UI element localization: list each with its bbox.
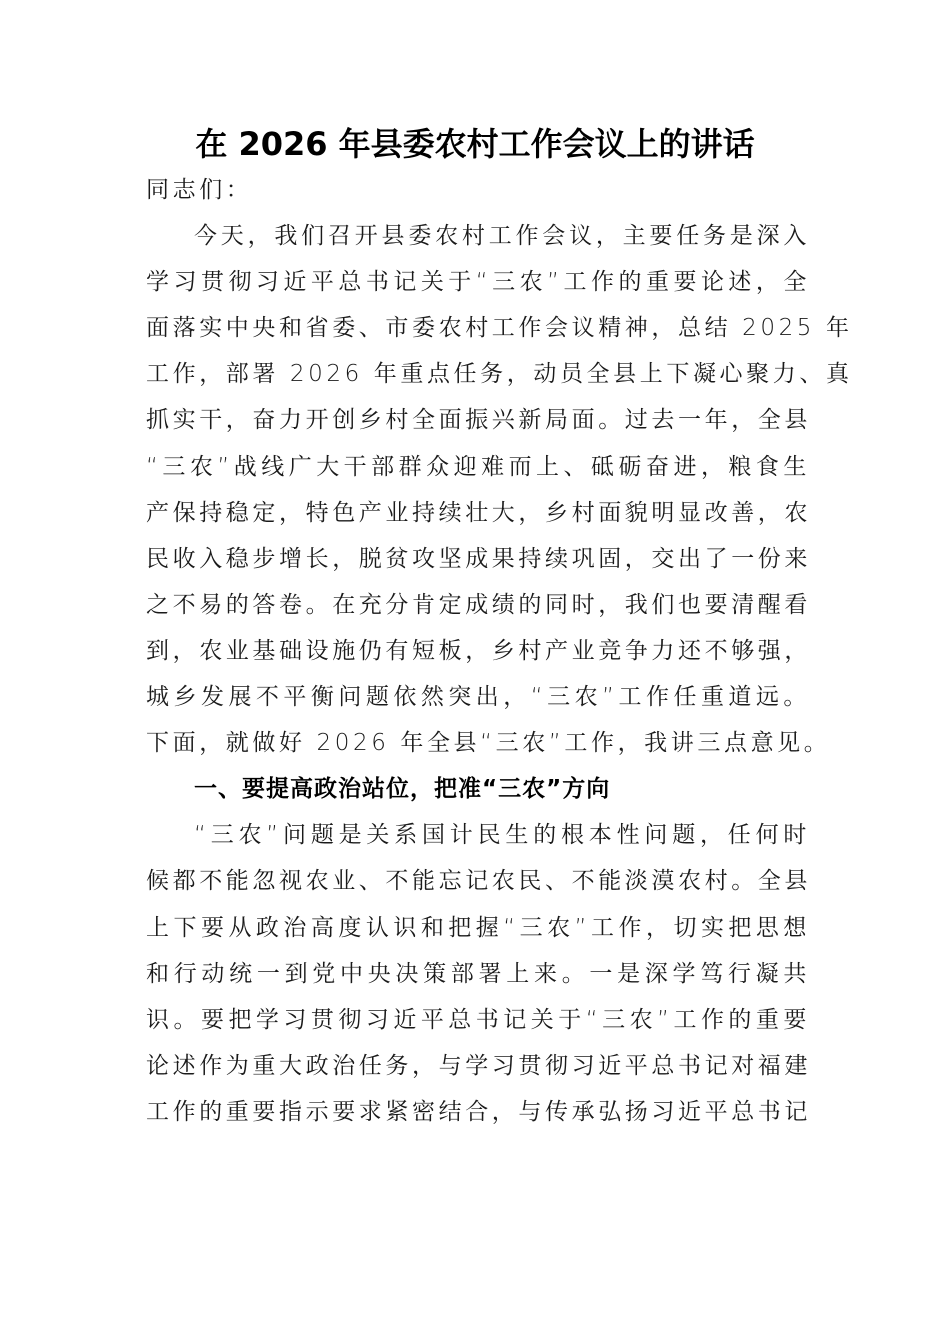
- section-heading-1: 一、要提高政治站位，把准“三农”方向: [194, 776, 611, 803]
- paragraph-line: 抓实干，奋力开创乡村全面振兴新局面。过去一年，全县: [146, 407, 811, 434]
- paragraph-line: “三农”问题是关系国计民生的根本性问题，任何时: [194, 822, 810, 849]
- document-body: [146, 167, 853, 1135]
- paragraph-line: 下面，就做好 2026 年全县“三农”工作，我讲三点意见。: [146, 730, 831, 757]
- paragraph-line: 工作的重要指示要求紧密结合，与传承弘扬习近平总书记: [146, 1098, 811, 1125]
- paragraph-line: 识。要把学习贯彻习近平总书记关于“三农”工作的重要: [146, 1006, 810, 1033]
- salutation: 同志们：: [146, 177, 253, 203]
- paragraph-line: 到，农业基础设施仍有短板，乡村产业竞争力还不够强，: [146, 637, 811, 664]
- paragraph-line: “三农”战线广大干部群众迎难而上、砥砺奋进，粮食生: [146, 453, 810, 480]
- paragraph-line: 工作，部署 2026 年重点任务，动员全县上下凝心聚力、真: [146, 361, 853, 388]
- paragraph-line: 和行动统一到党中央决策部署上来。一是深学笃行凝共: [146, 960, 810, 987]
- paragraph-line: 学习贯彻习近平总书记关于“三农”工作的重要论述，全: [146, 269, 810, 296]
- paragraph-line: 今天，我们召开县委农村工作会议，主要任务是深入: [194, 223, 810, 250]
- paragraph-intro: [146, 213, 853, 766]
- paragraph-line: 候都不能忽视农业、不能忘记农民、不能淡漠农村。全县: [146, 868, 811, 895]
- paragraph-line: 面落实中央和省委、市委农村工作会议精神，总结 2025 年: [146, 315, 853, 342]
- paragraph-line: 民收入稳步增长，脱贫攻坚成果持续巩固，交出了一份来: [146, 545, 811, 572]
- paragraph-line: 产保持稳定，特色产业持续壮大，乡村面貌明显改善，农: [146, 499, 811, 526]
- paragraph-section-1: [146, 812, 810, 1135]
- document-title: 在 2026 年县委农村工作会议上的讲话: [195, 125, 755, 163]
- paragraph-line: 论述作为重大政治任务，与学习贯彻习近平总书记对福建: [146, 1052, 811, 1079]
- paragraph-line: 之不易的答卷。在充分肯定成绩的同时，我们也要清醒看: [146, 591, 811, 618]
- paragraph-line: 城乡发展不平衡问题依然突出，“三农”工作任重道远。: [146, 684, 810, 711]
- paragraph-line: 上下要从政治高度认识和把握“三农”工作，切实把思想: [146, 914, 810, 941]
